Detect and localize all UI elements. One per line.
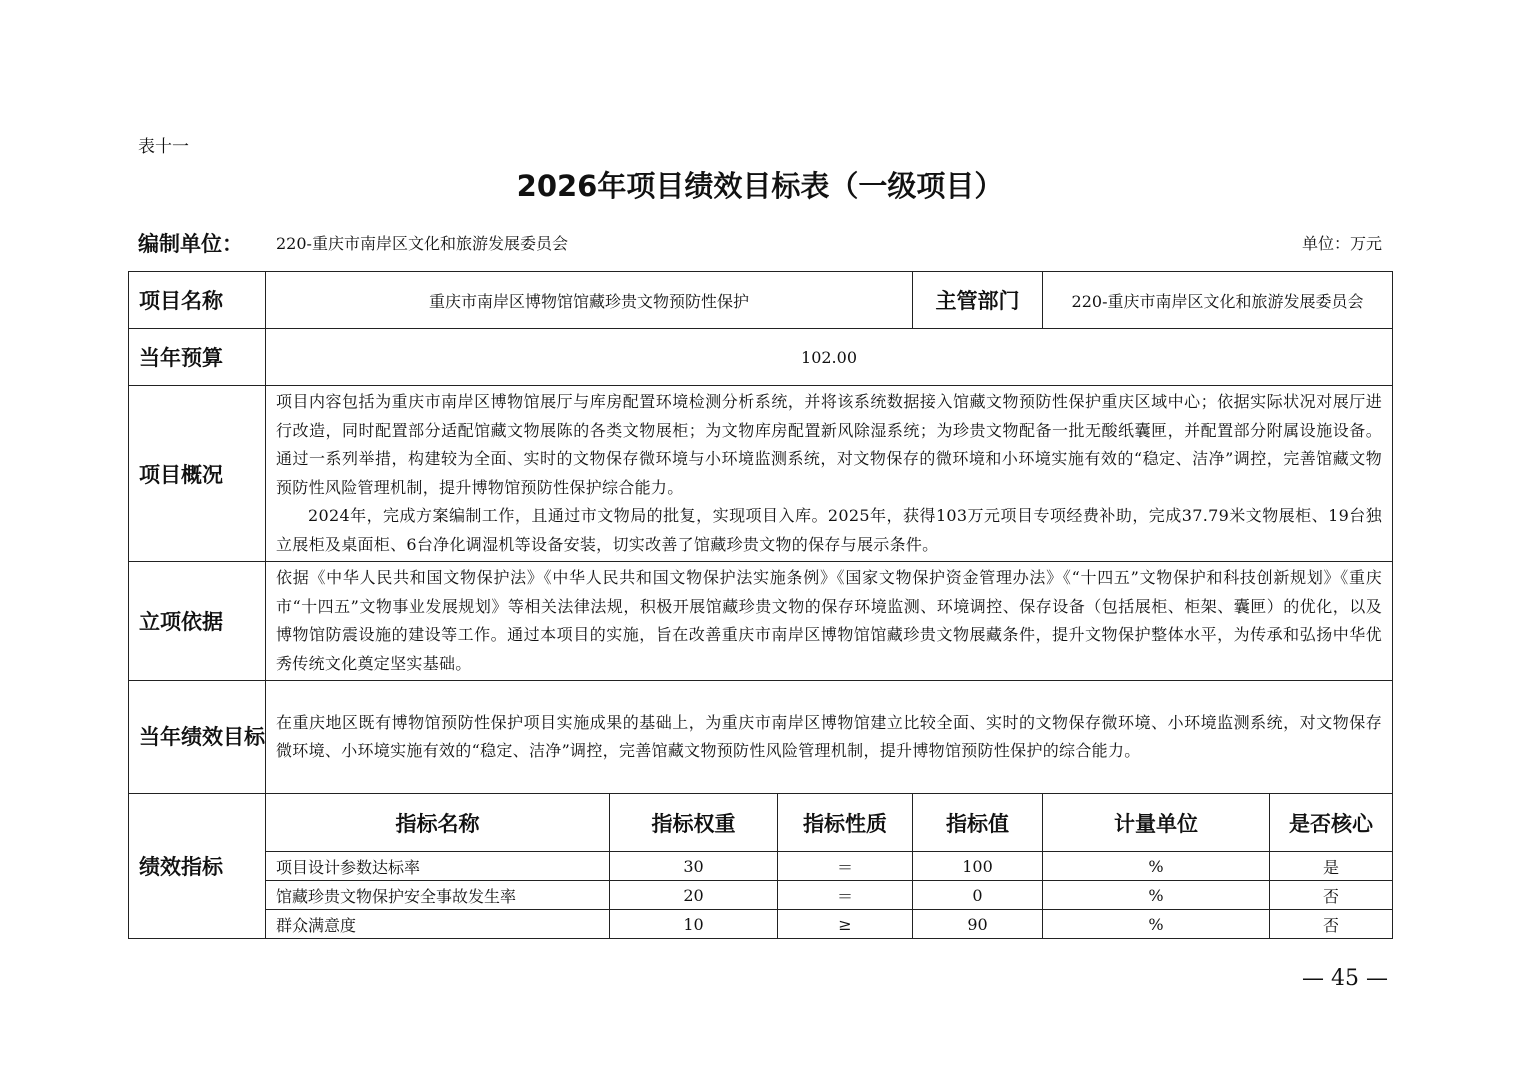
header-core: 是否核心 xyxy=(1270,794,1393,852)
dept-label: 主管部门 xyxy=(913,272,1043,329)
overview-text xyxy=(266,386,1393,562)
table-row xyxy=(129,881,1393,910)
indicator-core: 否 xyxy=(1270,910,1393,939)
budget-row xyxy=(129,329,1393,386)
indicator-nature: ≥ xyxy=(778,910,913,939)
goal-text: 在重庆地区既有博物馆预防性保护项目实施成果的基础上，为重庆市南岸区博物馆建立比较全面、实时的文物保存微环境、小环境监测系统，对文物保存微环境、小环境实施有效的“稳定、洁净”调控，完善馆藏文物预防性风险管理机制，提升博物馆预防性保护的综合能力。 xyxy=(266,681,1393,794)
overview-row xyxy=(129,386,1393,562)
indicator-weight: 30 xyxy=(610,852,778,881)
indicator-name: 馆藏珍贵文物保护安全事故发生率 xyxy=(266,881,610,910)
header-nature: 指标性质 xyxy=(778,794,913,852)
indicator-unit: % xyxy=(1043,881,1270,910)
basis-label: 立项依据 xyxy=(129,562,266,681)
indicators-label: 绩效指标 xyxy=(129,794,266,939)
header-indicator-name: 指标名称 xyxy=(266,794,610,852)
page-number: — 45 — xyxy=(1302,966,1388,991)
page-title: 2026年项目绩效目标表（一级项目） xyxy=(516,169,1004,203)
header-weight: 指标权重 xyxy=(610,794,778,852)
table-row xyxy=(129,852,1393,881)
budget-value: 102.00 xyxy=(266,329,1393,386)
indicator-core: 是 xyxy=(1270,852,1393,881)
indicator-nature: ＝ xyxy=(778,852,913,881)
indicator-value: 0 xyxy=(913,881,1043,910)
indicator-name: 项目设计参数达标率 xyxy=(266,852,610,881)
project-name-row xyxy=(129,272,1393,329)
overview-paragraph-2: 2024年，完成方案编制工作，且通过市文物局的批复，实现项目入库。2025年，获得103万元项目专项经费补助，完成37.79米文物展柜、19台独立展柜及桌面柜、6台净化调湿机等设备安装，切实改善了馆藏珍贵文物的保存与展示条件。 xyxy=(276,506,1383,554)
budget-label: 当年预算 xyxy=(129,329,266,386)
compiler-row xyxy=(138,228,1382,256)
basis-text: 依据《中华人民共和国文物保护法》《中华人民共和国文物保护法实施条例》《国家文物保护资金管理办法》《“十四五”文物保护和科技创新规划》《重庆市“十四五”文物事业发展规划》等相关法律法规，积极开展馆藏珍贵文物的保存环境监测、环境调控、保存设备（包括展柜、柜架、囊匣）的优化，以及博物馆防震设施的建设等工作。通过本项目的实施，旨在改善重庆市南岸区博物馆馆藏珍贵文物展藏条件，提升文物保护整体水平，为传承和弘扬中华优秀传统文化奠定坚实基础。 xyxy=(266,562,1393,681)
goal-label: 当年绩效目标 xyxy=(129,681,266,794)
goal-row xyxy=(129,681,1393,794)
dept-value: 220-重庆市南岸区文化和旅游发展委员会 xyxy=(1043,272,1393,329)
indicator-value: 100 xyxy=(913,852,1043,881)
indicator-header-row xyxy=(129,794,1393,852)
project-name: 重庆市南岸区博物馆馆藏珍贵文物预防性保护 xyxy=(266,272,913,329)
table-label: 表十一 xyxy=(138,137,189,157)
indicator-weight: 10 xyxy=(610,910,778,939)
table-row xyxy=(129,910,1393,939)
compiler-label: 编制单位： xyxy=(138,232,243,256)
indicator-unit: % xyxy=(1043,910,1270,939)
header-unit: 计量单位 xyxy=(1043,794,1270,852)
money-unit: 单位：万元 xyxy=(1301,234,1382,253)
indicator-core: 否 xyxy=(1270,881,1393,910)
overview-label: 项目概况 xyxy=(129,386,266,562)
overview-paragraph-1: 项目内容包括为重庆市南岸区博物馆展厅与库房配置环境检测分析系统，并将该系统数据接入馆藏文物预防性保护重庆区域中心；依据实际状况对展厅进行改造，同时配置部分适配馆藏文物展陈的各类文物展柜；为文物库房配置新风除湿系统；为珍贵文物配备一批无酸纸囊匣，并配置部分附属设施设备。通过一系列举措，构建较为全面、实时的文物保存微环境与小环境监测系统，对文物保存的微环境和小环境实施有效的“稳定、洁净”调控，完善馆藏文物预防性风险管理机制，提升博物馆预防性保护综合能力。 xyxy=(276,392,1383,497)
performance-table xyxy=(128,271,1393,939)
indicator-unit: % xyxy=(1043,852,1270,881)
indicator-name: 群众满意度 xyxy=(266,910,610,939)
project-name-label: 项目名称 xyxy=(129,272,266,329)
indicator-weight: 20 xyxy=(610,881,778,910)
header-value: 指标值 xyxy=(913,794,1043,852)
indicator-value: 90 xyxy=(913,910,1043,939)
basis-row xyxy=(129,562,1393,681)
compiler-value: 220-重庆市南岸区文化和旅游发展委员会 xyxy=(276,234,568,253)
indicator-nature: ＝ xyxy=(778,881,913,910)
